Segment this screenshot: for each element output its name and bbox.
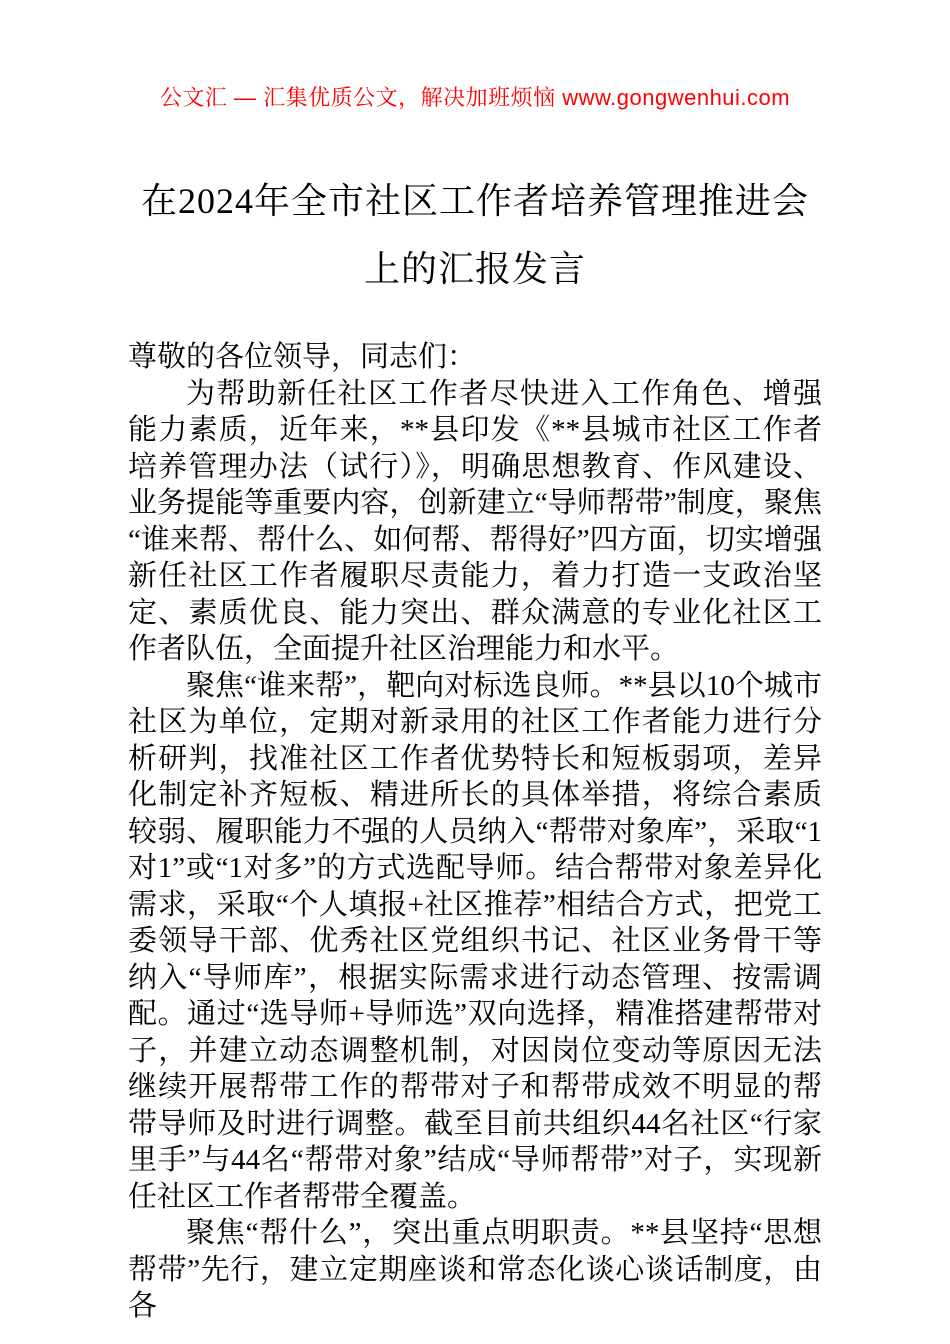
document-title [0,167,950,303]
document-title-line2: 上的汇报发言 [363,249,586,289]
document-title-line1: 在2024年全市社区工作者培养管理推进会 [140,181,809,221]
greeting-line: 尊敬的各位领导，同志们： [128,341,477,373]
document-body [128,339,822,1325]
paragraph: 聚焦“帮什么”，突出重点明职责。**县坚持“思想帮带”先行，建立定期座谈和常态化谈心谈话制度，由各 [128,1217,822,1322]
paragraph: 聚焦“谁来帮”，靶向对标选良师。**县以10个城市社区为单位，定期对新录用的社区工作者能力进行分析研判，找准社区工作者优势特长和短板弱项，差异化制定补齐短板、精进所长的具体举措，将综合素质较弱、履职能力不强的人员纳入“帮带对象库”，采取“1对1”或“1对多”的方式选配导师。结合帮带对象差异化需求，采取“个人填报+社区推荐”相结合方式，把党工委领导干部、优秀社区党组织书记、社区业务骨干等纳入“导师库”，根据实际需求进行动态管理、按需调配。通过“选导师+导师选”双向选择，精准搭建帮带对子，并建立动态调整机制，对因岗位变动等原因无法继续开展帮带工作的帮带对子和帮带成效不明显的帮带导师及时进行调整。截至目前共组织44名社区“行家里手”与44名“帮带对象”结成“导师帮带”对子，实现新任社区工作者帮带全覆盖。 [128,669,822,1213]
paragraph: 为帮助新任社区工作者尽快进入工作角色、增强能力素质，近年来，**县印发《**县城市社区工作者培养管理办法（试行）》，明确思想教育、作风建设、业务提能等重要内容，创新建立“导师帮带”制度，聚焦“谁来帮、帮什么、如何帮、帮得好”四方面，切实增强新任社区工作者履职尽责能力，着力打造一支政治坚定、素质优良、能力突出、群众满意的专业化社区工作者队伍，全面提升社区治理能力和水平。 [128,377,822,665]
site-header-notice: 公文汇 — 汇集优质公文，解决加班烦恼 www.gongwenhui.com [159,85,791,110]
